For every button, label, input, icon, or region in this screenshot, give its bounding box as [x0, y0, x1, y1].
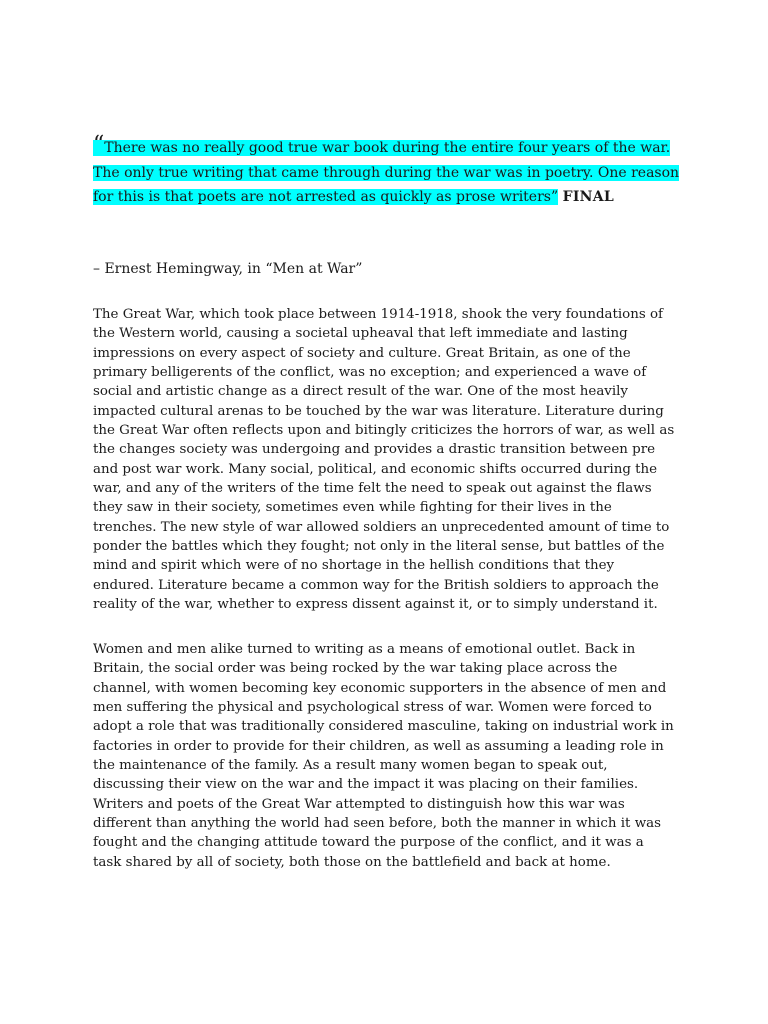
open-quote-mark: “ [93, 132, 105, 157]
body-paragraph-1: The Great War, which took place between 1914-1918, shook the very foundations of the Western world, causing a societal upheaval that left immediate and lasting impressions on every aspect of society and culture. Great Britain, as one of the primary belligerents of the conflict, was no exception; and experienced a wave of social and artistic change as a direct result of the war. One of the most heavily impacted cultural arenas to be touched by the war was literature. Literature during the Great War often reflects upon and bitingly criticizes the horrors of war, as well as the changes society was undergoing and provides a drastic transition between pre and post war work. Many social, political, and economic shifts occurred during the war, and any of the writers of the time felt the need to speak out against the flaws they saw in their society, sometimes even while fighting for their lives in the trenches. The new style of war allowed soldiers an unprecedented amount of time to ponder the battles which they fought; not only in the literal sense, but battles of the mind and spirit which were of no shortage in the hellish conditions that they endured. Literature became a common way for the British soldiers to approach the reality of the war, whether to express dissent against it, or to simply understand it. [93, 307, 675, 613]
quote-attribution: – Ernest Hemingway, in “Men at War” [93, 261, 363, 277]
final-tag: FINAL [562, 189, 615, 205]
quote-text: There was no really good true war book during the entire four years of the war. The only true writing that came through during the war was in poetry. One reason for this is that poets are not arrested as quickly as prose writers” [93, 140, 680, 205]
epigraph-quote [93, 132, 693, 210]
body-paragraph-2: Women and men alike turned to writing as a means of emotional outlet. Back in Britain, the social order was being rocked by the war taking place across the channel, with women becoming key economic supporters in the absence of men and men suffering the physical and psychological stress of war. Women were forced to adopt a role that was traditionally considered masculine, taking on industrial work in factories in order to provide for their children, as well as assuming a leading role in the maintenance of the family. As a result many women began to speak out, discussing their view on the war and the impact it was placing on their families. Writers and poets of the Great War attempted to distinguish how this war was different than anything the world had seen before, both the manner in which it was fought and the changing attitude toward the purpose of the conflict, and it was a task shared by all of society, both those on the battlefield and back at home. [93, 642, 674, 870]
